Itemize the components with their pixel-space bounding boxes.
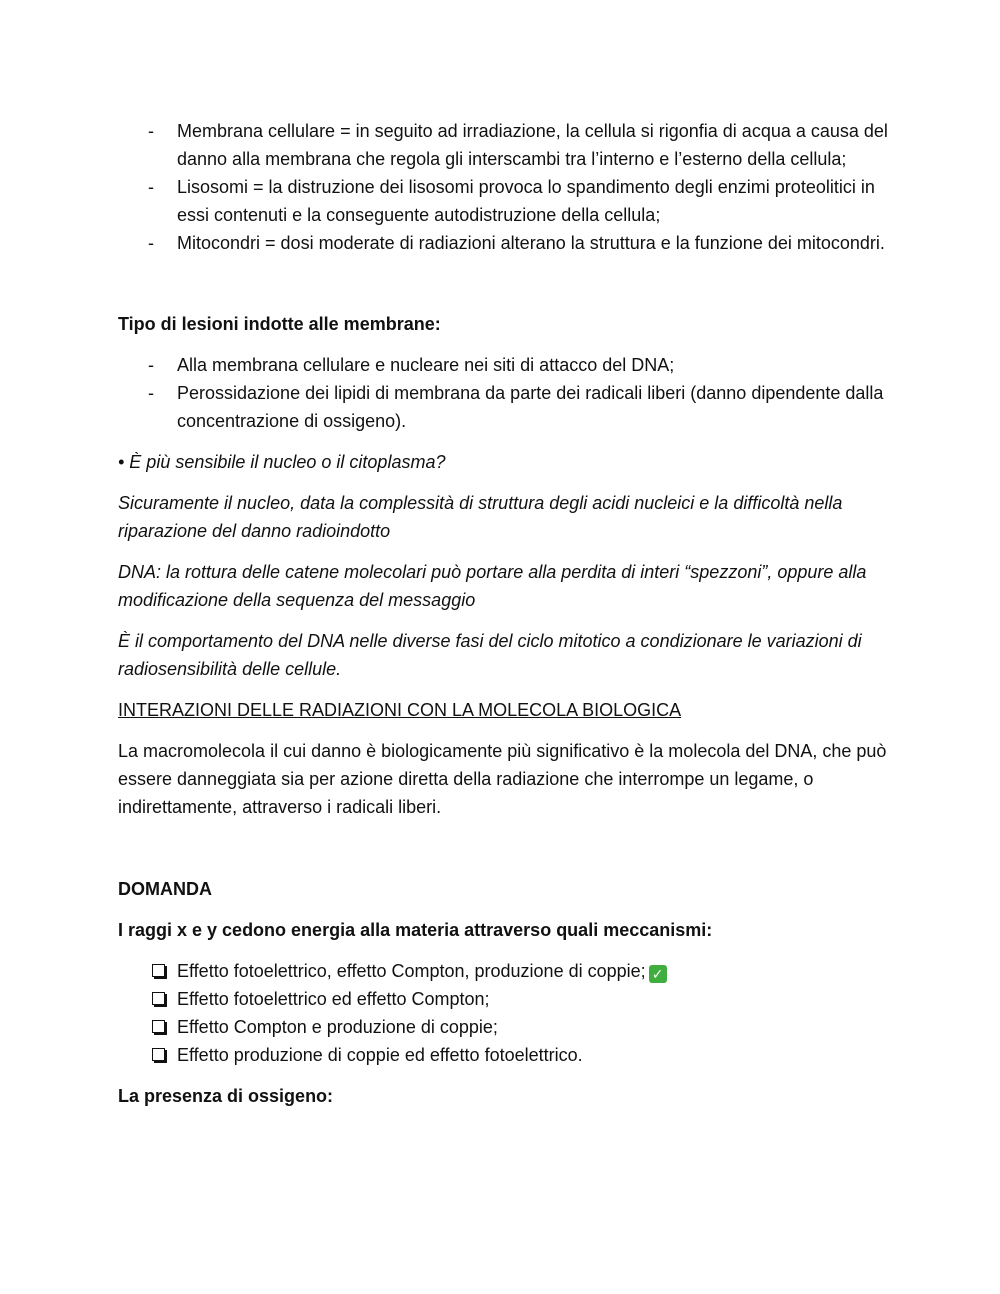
checkbox-icon[interactable] [152, 992, 165, 1005]
list-item [118, 351, 888, 379]
question-text: I raggi x e y cedono energia alla materia attraverso quali meccanismi: [118, 920, 713, 940]
answer-option-text: Effetto produzione di coppie ed effetto fotoelettrico. [177, 1045, 583, 1065]
dash-bullet: - [148, 121, 154, 141]
answer-option [118, 957, 888, 985]
answer-nucleus: Sicuramente il nucleo, data la complessità di struttura degli acidi nucleici e la difficoltà nella riparazione del danno radioindotto [118, 493, 843, 541]
dash-bullet: - [148, 233, 154, 253]
checkbox-icon[interactable] [152, 1048, 165, 1061]
answer-option-text: Effetto Compton e produzione di coppie; [177, 1017, 498, 1037]
list-item [118, 379, 888, 435]
list-item-text: Alla membrana cellulare e nucleare nei siti di attacco del DNA; [177, 355, 675, 375]
document-page [118, 117, 888, 1110]
check-mark-icon: ✓ [649, 965, 667, 983]
intro-list [118, 117, 888, 257]
interazioni-body: La macromolecola il cui danno è biologicamente più significativo è la molecola del DNA, che può essere danneggiata sia per azione diretta della radiazione che interrompe un legame, o indirettamente, attraverso i radicali liberi. [118, 741, 887, 817]
list-item [118, 229, 888, 257]
answer-option [118, 1013, 888, 1041]
dna-paragraph: DNA: la rottura delle catene molecolari può portare alla perdita di interi “spezzoni”, oppure alla modificazione della sequenza del messaggio [118, 562, 867, 610]
answer-option-text: Effetto fotoelettrico ed effetto Compton; [177, 989, 490, 1009]
list-item-text: Lisosomi = la distruzione dei lisosomi provoca lo spandimento degli enzimi proteolitici in essi contenuti e la conseguente autodistruzione della cellula; [177, 177, 875, 225]
mitotic-paragraph: È il comportamento del DNA nelle diverse fasi del ciclo mitotico a condizionare le variazioni di radiosensibilità delle cellule. [118, 631, 862, 679]
list-item [118, 117, 888, 173]
question-nucleus: • È più sensibile il nucleo o il citoplasma? [118, 452, 446, 472]
answer-options [118, 957, 888, 1069]
next-question-text: La presenza di ossigeno: [118, 1086, 334, 1106]
interazioni-heading: INTERAZIONI DELLE RADIAZIONI CON LA MOLECOLA BIOLOGICA [118, 700, 682, 720]
dash-bullet: - [148, 383, 154, 403]
domanda-label: DOMANDA [118, 879, 212, 899]
lesioni-list [118, 351, 888, 435]
lesioni-heading: Tipo di lesioni indotte alle membrane: [118, 314, 441, 334]
checkbox-icon[interactable] [152, 1020, 165, 1033]
checkbox-icon[interactable] [152, 964, 165, 977]
list-item-text: Membrana cellulare = in seguito ad irradiazione, la cellula si rigonfia di acqua a causa del danno alla membrana che regola gli interscambi tra l’interno e l’esterno della cellula; [177, 121, 888, 169]
list-item-text: Mitocondri = dosi moderate di radiazioni alterano la struttura e la funzione dei mitocondri. [177, 233, 885, 253]
list-item [118, 173, 888, 229]
dash-bullet: - [148, 177, 154, 197]
list-item-text: Perossidazione dei lipidi di membrana da parte dei radicali liberi (danno dipendente dalla concentrazione di ossigeno). [177, 383, 884, 431]
dash-bullet: - [148, 355, 154, 375]
answer-option-text: Effetto fotoelettrico, effetto Compton, produzione di coppie; [177, 961, 646, 981]
answer-option [118, 985, 888, 1013]
answer-option [118, 1041, 888, 1069]
